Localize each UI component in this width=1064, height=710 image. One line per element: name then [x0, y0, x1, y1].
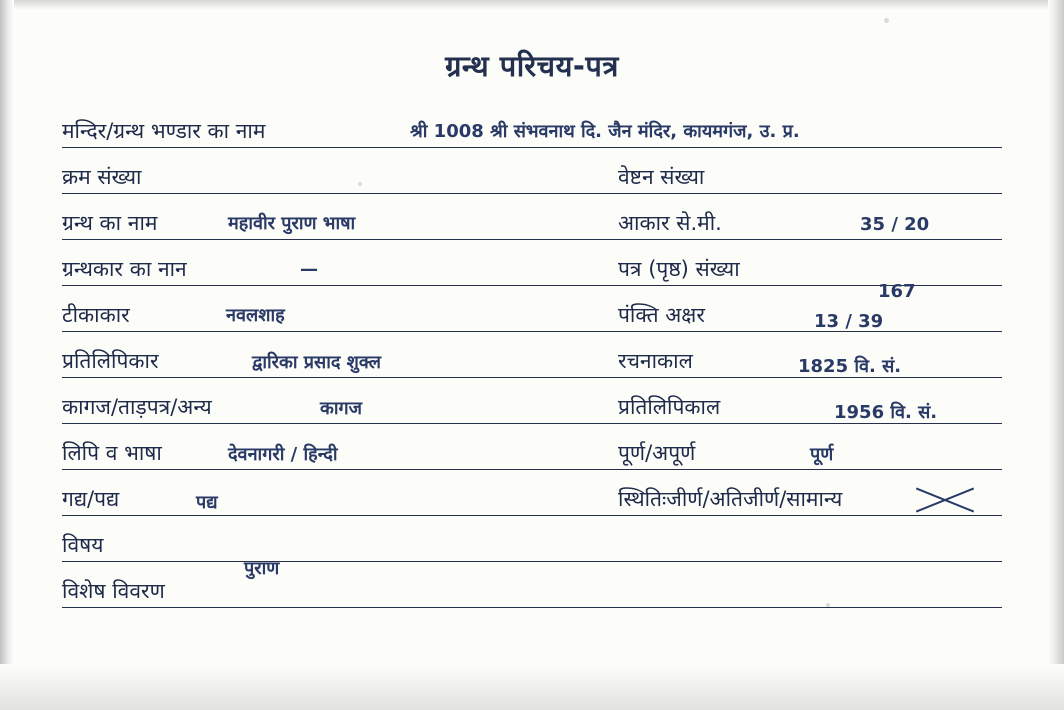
- field-subject: [62, 520, 1002, 579]
- field-label: पंक्ति अक्षर: [618, 303, 705, 327]
- field-value[interactable]: 167: [878, 281, 916, 302]
- field-value[interactable]: पुराण: [244, 558, 280, 579]
- field-rule: [62, 147, 1002, 148]
- field-rule: [62, 607, 1002, 608]
- field-lines-letters: [618, 290, 1002, 334]
- field-script-language: [62, 428, 618, 472]
- field-rule: [618, 331, 1002, 332]
- field-label: प्रतिलिपिकार: [62, 349, 159, 373]
- page-edge-top: [0, 0, 1064, 10]
- page-edge-bottom: [0, 664, 1064, 710]
- field-copy-date: [618, 382, 1002, 426]
- field-value[interactable]: 1825 वि. सं.: [798, 356, 902, 377]
- form-row-serial-number: [62, 152, 1002, 196]
- field-rule: [618, 515, 1002, 516]
- page-edge-right: [1048, 0, 1064, 710]
- field-label: कागज/ताड़पत्र/अन्य: [62, 395, 212, 419]
- field-value[interactable]: द्वारिका प्रसाद शुक्ल: [252, 352, 381, 373]
- field-value[interactable]: पूर्ण: [810, 444, 834, 465]
- field-rule: [62, 469, 618, 470]
- field-rule: [618, 469, 1002, 470]
- field-label: मन्दिर/ग्रन्थ भण्डार का नाम: [62, 119, 266, 143]
- paper-speck: [884, 18, 889, 23]
- field-serial-number: [62, 152, 618, 196]
- field-prose-verse: [62, 474, 618, 518]
- field-value[interactable]: कागज: [320, 398, 362, 419]
- field-value[interactable]: पद्य: [196, 492, 218, 513]
- form-row-scribe: [62, 336, 1002, 380]
- field-complete-incomplete: [618, 428, 1002, 472]
- form-row-book-name: [62, 198, 1002, 242]
- field-rule: [62, 285, 618, 286]
- field-special-notes: [62, 566, 1002, 610]
- field-value[interactable]: श्री 1008 श्री संभवनाथ दि. जैन मंदिर, कायमगंज, उ. प्र.: [410, 121, 800, 142]
- field-book-name: [62, 198, 618, 242]
- field-label: आकार से.मी.: [618, 211, 722, 235]
- field-label: पूर्ण/अपूर्ण: [618, 441, 696, 465]
- field-rule: [618, 285, 1002, 286]
- form-row-subject: [62, 520, 1002, 579]
- field-composition-date: [618, 336, 1002, 380]
- field-value[interactable]: महावीर पुराण भाषा: [228, 213, 356, 234]
- field-rule: [62, 561, 1002, 562]
- field-label: रचनाकाल: [618, 349, 693, 373]
- form-row-commentator: [62, 290, 1002, 334]
- field-label: स्थितिःजीर्ण/अतिजीर्ण/सामान्य: [618, 487, 843, 511]
- field-value[interactable]: 35 / 20: [860, 214, 930, 235]
- form-row-temple-name: [62, 106, 1002, 150]
- field-label: क्रम संख्या: [62, 165, 142, 189]
- field-condition: [618, 474, 1002, 518]
- field-temple-name: [62, 106, 1002, 150]
- field-label: टीकाकार: [62, 303, 130, 327]
- field-material: [62, 382, 618, 426]
- field-value[interactable]: देवनागरी / हिन्दी: [228, 444, 338, 465]
- form-row-prose-verse: [62, 474, 1002, 518]
- field-scribe: [62, 336, 618, 380]
- field-size-cm: [618, 198, 1002, 242]
- field-rule: [618, 423, 1002, 424]
- field-label: प्रतिलिपिकाल: [618, 395, 721, 419]
- form-row-special-notes: [62, 566, 1002, 610]
- field-label: ग्रन्थकार का नान: [62, 257, 187, 281]
- field-rule: [62, 423, 618, 424]
- field-rule: [618, 239, 1002, 240]
- field-rule: [62, 377, 618, 378]
- field-label: विषय: [62, 533, 104, 557]
- field-label: लिपि व भाषा: [62, 441, 162, 465]
- field-rule: [618, 193, 1002, 194]
- field-author-name: [62, 244, 618, 288]
- field-value[interactable]: नवलशाह: [226, 305, 285, 326]
- field-label: ग्रन्थ का नाम: [62, 211, 158, 235]
- form-row-author: [62, 244, 1002, 302]
- form-row-script-language: [62, 428, 1002, 472]
- field-value[interactable]: 1956 वि. सं.: [834, 402, 938, 423]
- field-folio-count: [618, 244, 1002, 302]
- field-rule: [62, 515, 618, 516]
- field-value[interactable]: —: [300, 259, 318, 280]
- field-rule: [62, 193, 618, 194]
- field-label: गद्य/पद्य: [62, 487, 120, 511]
- field-commentator: [62, 290, 618, 334]
- field-label: पत्र (पृष्ठ) संख्या: [618, 257, 740, 281]
- page-title: ग्रन्थ परिचय-पत्र: [445, 49, 619, 83]
- strikethrough-mark: [914, 484, 976, 514]
- page-edge-left: [0, 0, 14, 710]
- field-label: वेष्टन संख्या: [618, 165, 705, 189]
- field-rule: [62, 331, 618, 332]
- field-label: विशेष विवरण: [62, 579, 165, 603]
- field-value[interactable]: 13 / 39: [814, 311, 884, 332]
- field-rule: [62, 239, 618, 240]
- form-row-material: [62, 382, 1002, 426]
- field-wrapper-number: [618, 152, 1002, 196]
